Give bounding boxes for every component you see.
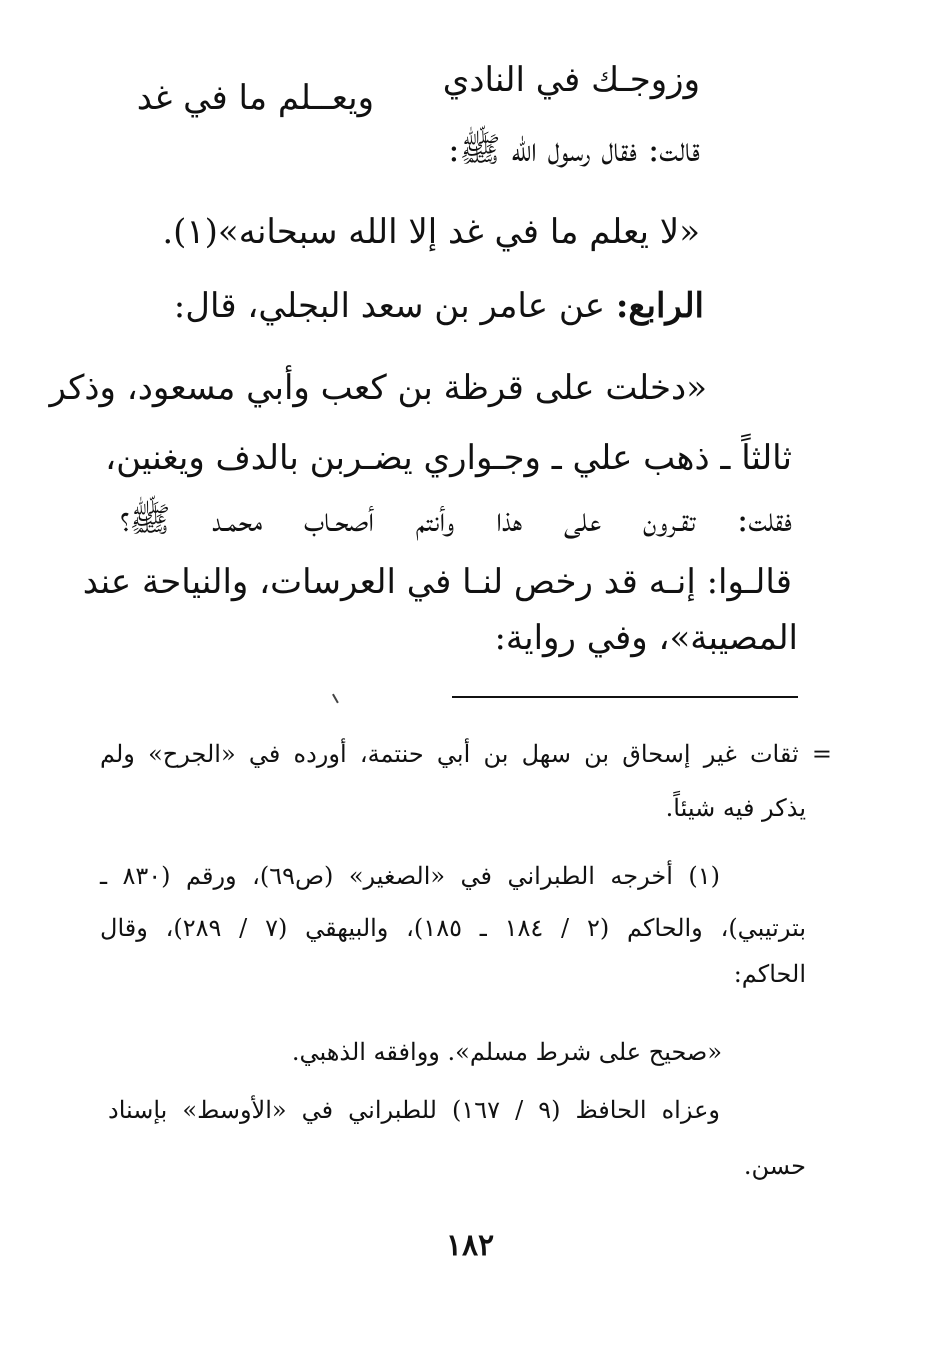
footnote-line-8: حسن.	[743, 1152, 806, 1180]
footnote-line-2: يذكر فيه شيئاً.	[665, 794, 806, 822]
body-line-1: قالت: فقال رسول الله ﷺ:	[448, 130, 700, 170]
body-line-4: «دخلت على قرظة بن كعب وأبي مسعود، وذكر	[49, 368, 707, 408]
section-heading: الرابع:	[615, 286, 704, 326]
body-line-3-text: عن عامر بن سعد البجلي، قال:	[173, 286, 606, 326]
body-line-3	[174, 284, 704, 328]
footnote-line-6: «صحيح على شرط مسلم». ووافقه الذهبي.	[291, 1038, 722, 1066]
footnote-separator	[452, 696, 798, 698]
body-line-2: «لا يعلم ما في غد إلا الله سبحانه»(١).	[162, 212, 700, 252]
body-line-6: فقلت: تقـرون على هذا وأنتم أصحـاب محمـد ﷺ؟	[120, 500, 792, 540]
body-line-7: قالـوا: إنـه قد رخص لنـا في العرسات، والنياحة عند	[82, 562, 792, 602]
footnote-line-5: الحاكم:	[733, 960, 806, 988]
footnote-line-1: = ثقات غير إسحاق بن سهل بن أبي حنتمة، أورده في «الجرح» ولم	[100, 740, 832, 768]
footnote-line-7: وعزاه الحافظ (٩ / ١٦٧) للطبراني في «الأوسط» بإسناد	[108, 1096, 720, 1124]
page-number: ١٨٢	[445, 1228, 495, 1263]
body-line-8: المصيبة»، وفي رواية:	[494, 618, 798, 658]
verse-hemistich-2: ويعــلم ما في غد	[136, 78, 374, 118]
footnote-line-4: بترتيبي)، والحاكم (٢ / ١٨٤ ـ ١٨٥)، والبيهقي (٧ / ٢٨٩)، وقال	[100, 914, 807, 942]
body-line-5: ثالثاً ـ ذهب علي ـ وجـواري يضـربن بالدف ويغنين،	[105, 438, 792, 478]
scan-mark	[332, 691, 344, 704]
footnote-line-3: (١) أخرجه الطبراني في «الصغير» (ص٦٩)، ورقم (٨٣٠ ـ	[100, 862, 720, 890]
verse-hemistich-1: وزوجـك في النادي	[442, 60, 700, 100]
